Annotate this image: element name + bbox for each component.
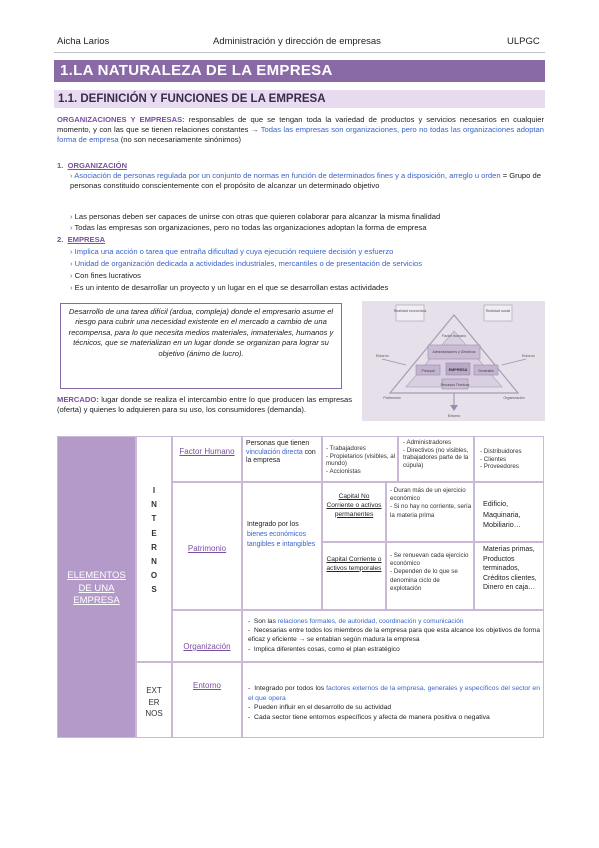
factor-humano-col1: - Trabajadores - Propietarios (visibles, al mundo) - Accionistas — [326, 445, 396, 475]
svg-text:EMPRESA: EMPRESA — [448, 368, 468, 372]
organizacion-label: Organización — [183, 642, 231, 651]
list1-item-2: › Las personas deben ser capaces de unirse con otras que quieren colaborar para alcanzar la misma finalidad — [70, 212, 441, 221]
list2-item-3: › Con fines lucrativos — [70, 271, 141, 280]
subsection-title: 1.1. DEFINICIÓN Y FUNCIONES DE LA EMPRESA — [54, 90, 545, 108]
svg-text:Realidad económica: Realidad económica — [393, 309, 427, 313]
capital-no-corriente-desc: - Duran más de un ejercicio económico - Si no hay no corriente, sería la materia prima — [390, 487, 472, 519]
table-elementos-label: ELEMENTOS DE UNA EMPRESA — [67, 570, 126, 606]
list2-item-1: › Implica una acción o tarea que entraña dificultad y cuya ejecución requiere decisión y esfuerzo — [70, 247, 394, 256]
capital-no-corriente-examples: Edificio, Maquinaria, Mobiliario… — [483, 499, 521, 530]
svg-text:Realidad social: Realidad social — [485, 309, 511, 313]
header-university: ULPGC — [507, 36, 540, 47]
factor-humano-desc-cell: Personas que tienen vinculación directa con la empresa — [242, 436, 322, 482]
header-subject: Administración y dirección de empresas — [213, 36, 381, 47]
empresa-diagram — [362, 301, 545, 421]
header-divider — [54, 52, 545, 53]
intro-text1: responsables de que se tengan toda la variedad de productos y servicios necesarios en cualquier momento, y con las que se tienen relaciones constantes → — [57, 115, 544, 135]
svg-text:Administradores y Directivos: Administradores y Directivos — [432, 350, 476, 354]
diagram-svg — [362, 301, 545, 421]
factor-humano-col3: - Distribuidores - Clientes - Proveedores — [480, 448, 522, 471]
patrimonio-label: Patrimonio — [187, 544, 227, 553]
svg-text:Entorno: Entorno — [522, 354, 535, 358]
svg-text:Organización: Organización — [503, 396, 525, 400]
patrimonio-desc: Integrado por los bienes económicos tangibles e intangibles — [247, 521, 316, 548]
table-internos-label: I N T E R N O S — [150, 486, 158, 595]
section-title: 1.LA NATURALEZA DE LA EMPRESA — [54, 60, 545, 82]
list1-item-3: › Todas las empresas son organizaciones, pero no todas las organizaciones adoptan la forma de empresa — [70, 223, 427, 232]
capital-corriente-desc: - Se renuevan cada ejercicio económico - Dependen de lo que se denomina ciclo de explotación — [390, 552, 469, 592]
table-externos-label: EXT ER NOS — [145, 686, 163, 718]
svg-text:Recursos Técnicos: Recursos Técnicos — [440, 383, 470, 387]
definition-quote: Desarrollo de una tarea difícil (ardua, compleja) donde el empresario asume el riesgo para cubrir una necesidad existente en el mercado a cambio de una recompensa, para lo que necesita medios materiales, inmateriales, humanos y técnicos, que se materializan en un lugar donde se organizan para lograr su objetivo (ánimo de lucro). — [60, 303, 342, 389]
organizacion-desc: - Son las relaciones formales, de autoridad, coordinación y comunicación - Necesarias entre todos los miembros de la empresa para que esta alcance los objetivos de forma eficaz y eficiente → se entablan según madura la empresa - Implica diferentes cosas, como el plan estratégico — [248, 618, 540, 653]
list2-item-4: › Es un intento de desarrollar un proyecto y un lugar en el que se desarrollan estas actividades — [70, 283, 389, 292]
factor-humano-label: Factor Humano — [179, 447, 235, 456]
list2-heading: 2. EMPRESA — [57, 235, 106, 244]
svg-text:Entorno: Entorno — [447, 414, 461, 418]
svg-text:Factor humano: Factor humano — [441, 334, 467, 338]
capital-corriente-examples: Materias primas, Productos terminados, Créditos clientes, Dinero en caja… — [483, 546, 537, 592]
list1-heading: 1. ORGANIZACIÓN — [57, 161, 128, 170]
factor-humano-label-cell — [172, 436, 242, 482]
capital-corriente-label: Capital Corriente o activos temporales — [326, 556, 382, 572]
intro-term: ORGANIZACIONES Y EMPRESAS: — [57, 115, 185, 124]
intro-paragraph — [57, 115, 544, 146]
header-author: Aicha Larios — [57, 36, 110, 47]
svg-text:Entorno: Entorno — [376, 354, 389, 358]
list1-item-1: › Asociación de personas regulada por un conjunto de normas en función de determinados fines y a disposición, arreglo u orden = Grupo de personas constituido conscientemente con el propósito de alcanzar un determinado objetivo — [70, 171, 541, 191]
capital-no-corriente-label: Capital No Corriente o activos permanentes — [326, 493, 382, 518]
intro-highlight: Todas las empresas son organizaciones, pero no todas las organizaciones adoptan forma de empresa — [57, 125, 544, 145]
mercado-term: MERCADO: — [57, 395, 99, 404]
capital-corriente-cell — [322, 542, 386, 610]
organizacion-label-cell — [172, 610, 242, 662]
factor-humano-col2: - Administradores - Directivos (no visibles, trabajadores parte de la cúpula) — [403, 439, 469, 469]
intro-text2: (no son necesariamente sinónimos) — [118, 135, 242, 145]
mercado-paragraph: MERCADO: lugar donde se realiza el intercambio entre lo que producen las empresas (oferta) y quienes lo adquieren para su uso, los consumidores (demanda). — [57, 395, 352, 415]
entorno-label-cell — [172, 662, 242, 738]
svg-text:Principal: Principal — [421, 369, 435, 373]
svg-text:Patrimonio: Patrimonio — [383, 396, 401, 400]
entorno-label: Entorno — [192, 681, 222, 690]
list2-item-2: › Unidad de organización dedicada a actividades industriales, mercantiles o de presentación de servicios — [70, 259, 423, 268]
entorno-desc: - Integrado por todos los factores externos de la empresa, generales y específicos del sector en el que opera - Pueden influir en el desarrollo de su actividad - Cada sector tiene entornos específicos y afecta de manera positiva o negativa — [248, 685, 540, 721]
svg-text:Generales: Generales — [478, 369, 494, 373]
